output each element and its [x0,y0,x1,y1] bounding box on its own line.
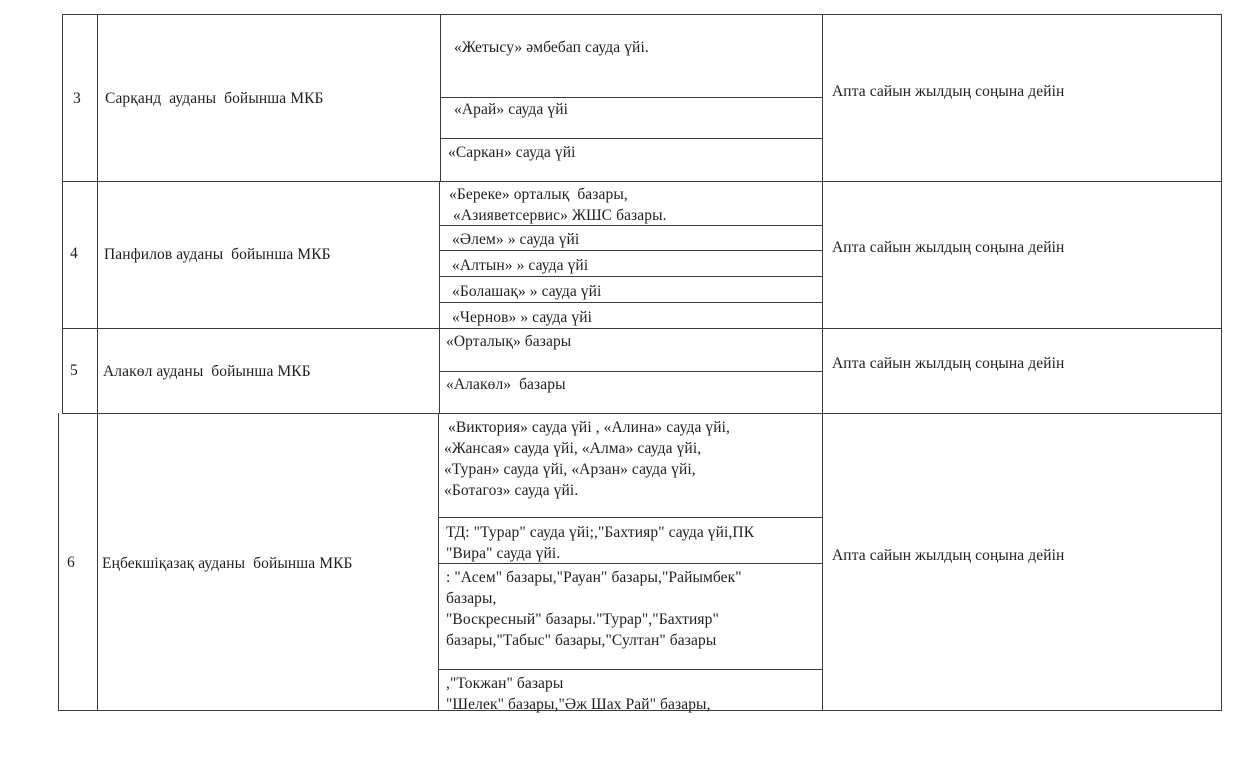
column-divider [58,413,59,711]
cell-divider [439,250,822,251]
row-divider [62,413,1222,414]
place-entry: «Саркан» сауда үйі [448,144,576,161]
place-entry: ,"Токжан" базары "Шелек" базары,"Әж Шах Рай" базары, [446,675,711,713]
schedule-text: Апта сайын жылдың соңына дейін [832,83,1065,100]
column-divider [440,14,441,182]
district-name: Еңбекшіқазақ ауданы бойынша МКБ [102,555,353,572]
cell-divider [439,371,822,372]
place-entry: ТД: "Турар" сауда үйі;,"Бахтияр" сауда үйі,ПК "Вира" сауда үйі. [446,524,755,562]
place-entry: «Виктория» сауда үйі , «Алина» сауда үйі, «Жансая» сауда үйі, «Алма» сауда үйі, «Туран» сауда үйі, «Арзан» сауда үйі, «Ботагоз» сауда үйі. [444,419,731,499]
row-divider [62,328,1222,329]
place-entry: «Арай» сауда үйі [454,101,569,118]
cell-divider [440,138,822,139]
row-number: 5 [70,362,78,379]
place-entry: «Алтын» » сауда үйі [452,257,589,274]
cell-divider [439,302,822,303]
place-entry: «Алакөл» базары [446,376,566,393]
place-entry: : "Асем" базары,"Рауан" базары,"Райымбек" базары, "Воскресный" базары."Турар","Бахтияр" базары,"Табыс" базары,"Султан" базары [446,569,742,649]
row-number: 3 [73,90,81,107]
column-divider [822,14,823,711]
place-entry: «Чернов» » сауда үйі [452,309,592,326]
column-divider [439,181,440,414]
district-name: Сарқанд ауданы бойынша МКБ [105,90,324,107]
cell-divider [438,517,822,518]
schedule-text: Апта сайын жылдың соңына дейін [832,355,1065,372]
district-name: Панфилов ауданы бойынша МКБ [104,246,331,263]
column-divider [1221,14,1222,711]
district-name: Алакөл ауданы бойынша МКБ [103,363,311,380]
place-entry: «Болашақ» » сауда үйі [452,283,602,300]
cell-divider [438,669,822,670]
schedule-text: Апта сайын жылдың соңына дейін [832,239,1065,256]
row-number: 4 [70,245,78,262]
cell-divider [440,97,822,98]
schedule-text: Апта сайын жылдың соңына дейін [832,547,1065,564]
place-entry: «Әлем» » сауда үйі [452,231,580,248]
place-entry: «Орталық» базары [446,333,572,350]
column-divider [438,413,439,711]
row-number: 6 [67,554,75,571]
row-divider [62,181,1222,182]
row-divider [62,14,1222,15]
column-divider [97,14,98,711]
place-entry: «Береке» орталық базары, «Азияветсервис» ЖШС базары. [449,186,667,224]
column-divider [62,14,63,414]
cell-divider [439,276,822,277]
place-entry: «Жетысу» әмбебап сауда үйі. [454,39,649,56]
